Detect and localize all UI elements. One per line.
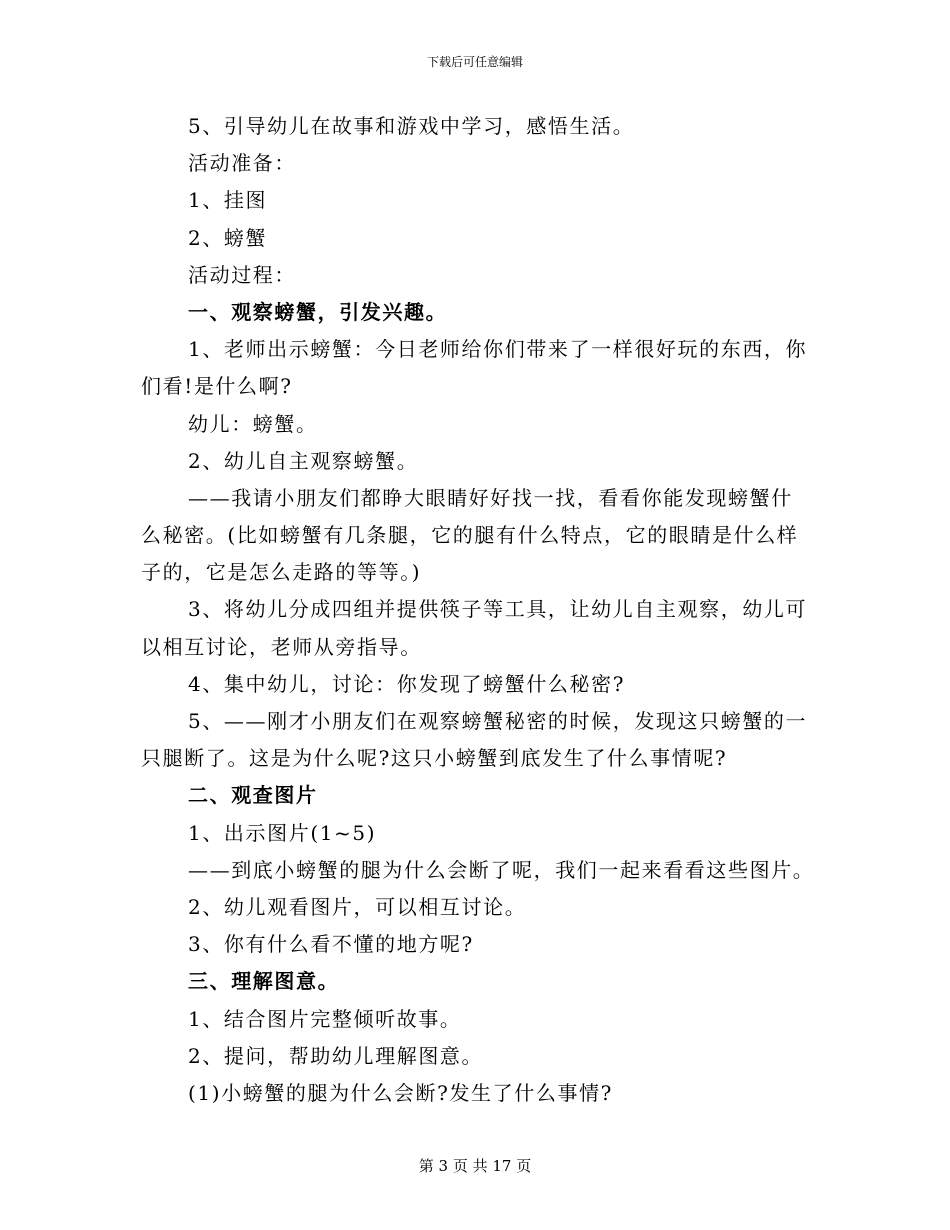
- paragraph-line: 们看!是什么啊?: [141, 374, 293, 399]
- paragraph-line: 1、结合图片完整倾听故事。: [188, 1006, 462, 1031]
- paragraph-line: 子的，它是怎么走路的等等。): [141, 560, 422, 585]
- section-heading: 三、理解图意。: [188, 969, 340, 994]
- paragraph-line: 2、幼儿观看图片，可以相互讨论。: [188, 894, 527, 919]
- page-footer: 第 3 页 共 17 页: [418, 1157, 532, 1175]
- paragraph-line: 2、幼儿自主观察螃蟹。: [188, 448, 419, 473]
- paragraph-line: 2、提问，帮助幼儿理解图意。: [188, 1043, 484, 1068]
- paragraph-line: ——到底小螃蟹的腿为什么会断了呢，我们一起来看看这些图片。: [188, 857, 815, 882]
- paragraph-line: 么秘密。(比如螃蟹有几条腿，它的腿有什么特点，它的眼睛是什么样: [141, 523, 799, 548]
- paragraph-line: 幼儿：螃蟹。: [188, 411, 318, 436]
- paragraph-line: 2、螃蟹: [188, 225, 268, 250]
- paragraph-line: 活动过程：: [188, 262, 296, 287]
- paragraph-line: 活动准备：: [188, 151, 296, 176]
- paragraph-line: 5、引导幼儿在故事和游戏中学习，感悟生活。: [188, 114, 635, 138]
- section-heading: 一、观察螃蟹，引发兴趣。: [188, 299, 448, 324]
- paragraph-line: 4、集中幼儿，讨论：你发现了螃蟹什么秘密?: [188, 671, 626, 696]
- paragraph-line: 1、出示图片(1~5): [188, 820, 377, 845]
- paragraph-line: 1、老师出示螃蟹：今日老师给你们带来了一样很好玩的东西，你: [188, 337, 808, 362]
- paragraph-line: 1、挂图: [188, 188, 268, 213]
- paragraph-line: (1)小螃蟹的腿为什么会断?发生了什么事情?: [188, 1080, 613, 1105]
- paragraph-line: 3、将幼儿分成四组并提供筷子等工具，让幼儿自主观察，幼儿可: [188, 597, 808, 622]
- paragraph-line: 3、你有什么看不懂的地方呢?: [188, 932, 474, 957]
- page-header: 下载后可任意编辑: [426, 55, 523, 69]
- paragraph-line: 5、——刚才小朋友们在观察螃蟹秘密的时候，发现这只螃蟹的一: [188, 709, 808, 733]
- document-body: [141, 108, 813, 1112]
- section-heading: 二、观查图片: [188, 783, 318, 808]
- paragraph-line: 以相互讨论，老师从旁指导。: [141, 634, 422, 659]
- paragraph-line: ——我请小朋友们都睁大眼睛好好找一找，看看你能发现螃蟹什: [188, 485, 793, 510]
- paragraph-line: 只腿断了。这是为什么呢?这只小螃蟹到底发生了什么事情呢?: [141, 746, 728, 771]
